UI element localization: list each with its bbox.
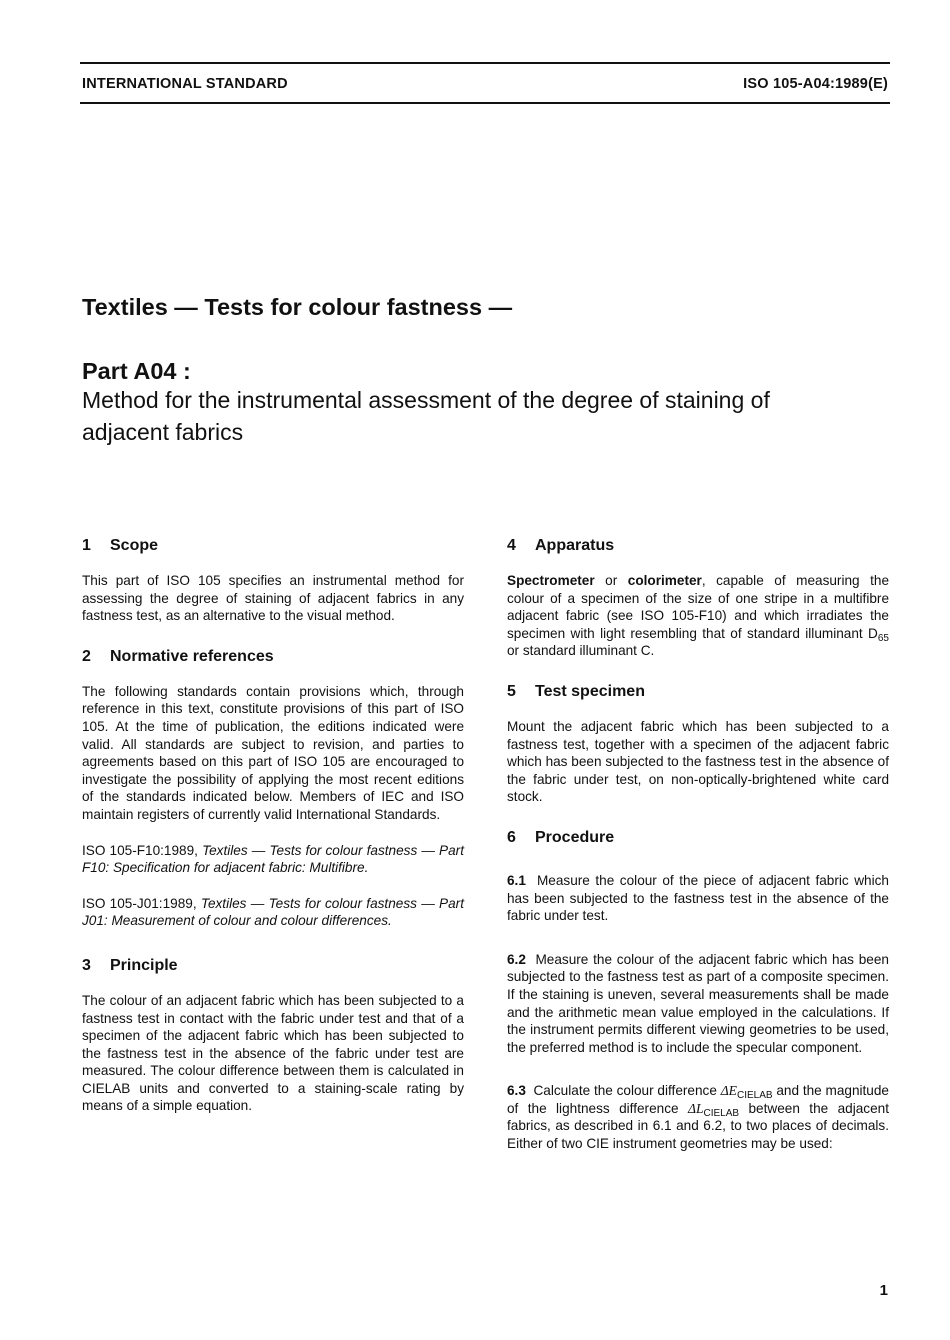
clause-text: Calculate the colour difference (533, 1083, 717, 1099)
section-heading (82, 956, 464, 976)
paragraph: This part of ISO 105 specifies an instrumental method for assessing the degree of staining of adjacent fabrics in any fastness test, as an alternative to the visual method. (82, 573, 464, 624)
paragraph: The colour of an adjacent fabric which has been subjected to a fastness test in contact with the fabric under test and that of a specimen of the adjacent fabric which has been subjected to the fastness test in the absence of the fabric under test are measured. The colour difference between them is calculated in CIELAB units and converted to a staining-scale rating by means of a simple equation. (82, 992, 464, 1114)
cielab-subscript: CIELAB (736, 1090, 773, 1102)
clause-text: Measure the colour of the adjacent fabric which has been subjected to the fastness test as part of a composite specimen. If the staining is uneven, several measurements shall be made and the arithmetic mean value employed in the calculations. If the instrument permits different viewing geometries to be used, the preferred method is to include the specular component. (507, 951, 889, 1055)
section-principle (82, 956, 464, 1115)
section-normative-references (82, 647, 464, 930)
section-number: 3 (82, 956, 91, 974)
clause-number: 6.3 (507, 1083, 526, 1099)
section-procedure (507, 828, 889, 1153)
header-rule-bottom (80, 102, 890, 104)
document-title: Textiles — Tests for colour fastness — (82, 294, 513, 320)
illuminant-subscript: 65 (877, 632, 889, 644)
section-title: Test specimen (535, 682, 645, 700)
section-title: Normative references (110, 647, 274, 665)
section-test-specimen (507, 682, 889, 806)
part-subtitle: Method for the instrumental assessment of the degree of staining of adjacent fabrics (82, 387, 770, 445)
delta-e-symbol: ΔE (720, 1083, 737, 1099)
term-spectrometer: Spectrometer (507, 573, 595, 588)
cielab-subscript: CIELAB (703, 1107, 740, 1119)
section-title: Principle (110, 956, 178, 974)
header-rule-top (80, 62, 890, 64)
section-title: Apparatus (535, 537, 615, 554)
part-label: Part A04 : (82, 358, 191, 384)
header-doc-type: INTERNATIONAL STANDARD (82, 76, 288, 92)
section-apparatus (507, 536, 889, 660)
clause-number: 6.2 (507, 951, 526, 967)
apparatus-text-a: , capable of measuring the colour of a specimen of the size of one stripe in a multifibre adjacent fabric (see ISO 105-F10) and which irradiates the specimen with light resembling that of standard illuminant D (507, 573, 890, 641)
section-number: 1 (82, 537, 91, 554)
section-heading (507, 828, 889, 848)
page-number: 1 (879, 1282, 888, 1299)
section-title: Scope (110, 537, 159, 554)
clause-number: 6.1 (507, 872, 526, 888)
paragraph: Mount the adjacent fabric which has been subjected to a fastness test, together with a specimen of the adjacent fabric which has been subjected to the fastness test in the absence of the fabric under test, on non-optically-brightened white card stock. (507, 718, 889, 805)
paragraph (507, 572, 889, 660)
conjunction: or (605, 573, 618, 588)
apparatus-text-b: or standard illuminant C. (507, 643, 655, 659)
clause-text: and the magnitude of the lightness difference (507, 1083, 889, 1116)
section-scope (82, 536, 464, 625)
section-heading (82, 536, 464, 556)
section-number: 2 (82, 647, 91, 665)
section-heading (82, 647, 464, 667)
reference-item (82, 842, 464, 877)
reference-item (82, 895, 464, 930)
term-colorimeter: colorimeter (627, 573, 702, 588)
section-number: 5 (507, 682, 516, 700)
section-heading (507, 682, 889, 702)
delta-l-symbol: ΔL (687, 1100, 704, 1116)
clause-6-3 (507, 1082, 889, 1152)
clause-6-1 (507, 872, 889, 925)
section-number: 4 (507, 537, 516, 554)
reference-code: ISO 105-J01:1989, (82, 895, 197, 911)
paragraph: The following standards contain provisions which, through reference in this text, constitute provisions of this part of ISO 105. At the time of publication, the editions indicated were valid. All standards are subject to revision, and parties to agreements based on this part of ISO 105 are encouraged to investigate the possibility of applying the most recent editions of the standards indicated below. Members of IEC and ISO maintain registers of currently valid International Standards. (82, 683, 464, 822)
left-column (82, 536, 464, 1115)
reference-code: ISO 105-F10:1989, (82, 842, 198, 858)
clause-text: between the adjacent fabrics, as described in 6.1 and 6.2, to two places of decimals. Either of two CIE instrument geometries may be used: (507, 1100, 889, 1152)
section-title: Procedure (535, 828, 615, 846)
reference-title: Textiles — Tests for colour fastness — Part J01: Measurement of colour and colour differences. (82, 895, 464, 929)
clause-6-2 (507, 951, 889, 1057)
section-number: 6 (507, 828, 516, 846)
section-heading (507, 536, 889, 556)
clause-text: Measure the colour of the piece of adjacent fabric which has been subjected to the fastness test in the absence of the fabric under test. (507, 872, 889, 924)
reference-title: Textiles — Tests for colour fastness — Part F10: Specification for adjacent fabric: Multifibre. (82, 842, 464, 876)
right-column (507, 536, 889, 1153)
header-doc-number: ISO 105-A04:1989(E) (743, 76, 888, 92)
